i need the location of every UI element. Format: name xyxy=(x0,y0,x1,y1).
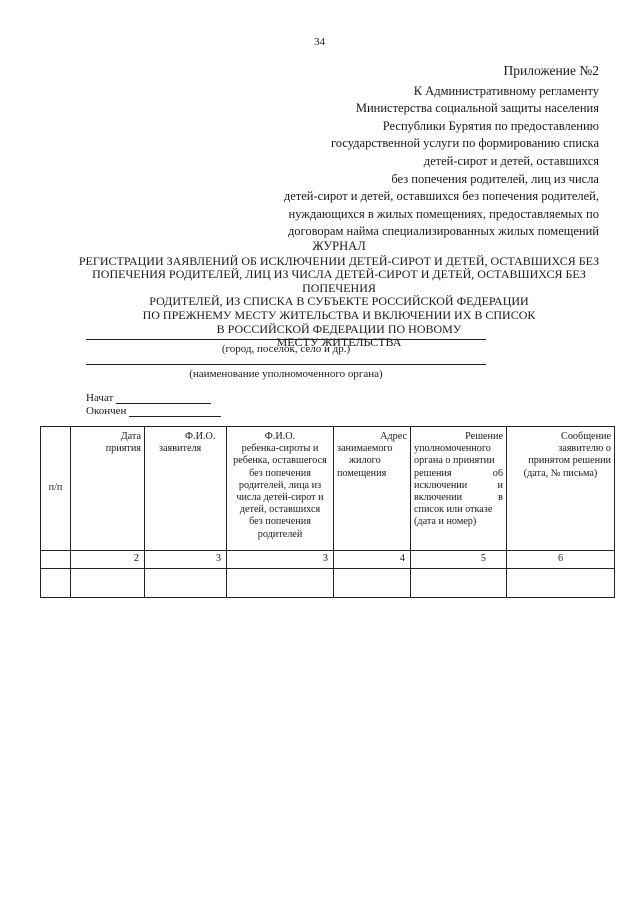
number-cell: 4 xyxy=(334,551,411,569)
table-number-row xyxy=(41,551,615,569)
table-cell xyxy=(227,569,334,598)
number-cell: 6 xyxy=(507,551,615,569)
journal-line: ПО ПРЕЖНЕМУ МЕСТУ ЖИТЕЛЬСТВА И ВКЛЮЧЕНИИ ИХ В СПИСОК xyxy=(142,307,536,322)
number-cell: 3 xyxy=(145,551,227,569)
finished-label: Окончен xyxy=(86,405,127,417)
appendix-line: детей-сирот и детей, оставшихся без попечения родителей, xyxy=(283,189,599,204)
city-caption: (город, поселок, село и др.) xyxy=(221,343,351,355)
number-cell xyxy=(41,551,71,569)
journal-heading xyxy=(78,240,600,350)
started-row xyxy=(86,392,211,404)
table-cell xyxy=(71,569,145,598)
page-number: 34 xyxy=(314,36,325,48)
appendix-block xyxy=(239,62,599,241)
appendix-line: Республики Бурятия по предоставлению xyxy=(382,118,599,133)
header-date: Дата приятия xyxy=(71,427,145,551)
number-cell: 3 xyxy=(227,551,334,569)
header-decision: Решение уполномоченного органа о принятии решения о6 исключении и включении в список или отказе (дата и номер) xyxy=(411,427,507,551)
header-applicant: Ф.И.О. заявителя xyxy=(145,427,227,551)
appendix-line: без попечения родителей, лиц из числа xyxy=(391,171,599,186)
journal-line: РОДИТЕЛЕЙ, ИЗ СПИСКА В СУБЪЕКТЕ РОССИЙСКОЙ ФЕДЕРАЦИИ xyxy=(149,294,529,309)
journal-table xyxy=(40,426,615,598)
journal-line: ПОПЕЧЕНИЯ РОДИТЕЛЕЙ, ЛИЦ ИЗ ЧИСЛА ДЕТЕЙ-СИРОТ И ДЕТЕЙ, ОСТАВШИХСЯ БЕЗ ПОПЕЧЕНИЯ xyxy=(92,267,586,295)
finished-line xyxy=(129,406,221,417)
number-cell: 5 xyxy=(411,551,507,569)
header-address: Адрес занимаемого жилого помещения xyxy=(334,427,411,551)
header-notice: Сообщение заявителю о принятом решении (дата, № письма) xyxy=(507,427,615,551)
started-line xyxy=(116,393,211,404)
appendix-line: нуждающихся в жилых помещениях, предоставляемых по xyxy=(288,206,599,221)
journal-title: ЖУРНАЛ xyxy=(312,239,366,253)
city-fill-line xyxy=(86,339,486,340)
appendix-line: Министерства социальной защиты населения xyxy=(355,101,599,116)
table-cell xyxy=(334,569,411,598)
started-label: Начат xyxy=(86,392,114,404)
appendix-line: государственной услуги по формированию списка xyxy=(330,136,599,151)
header-child: Ф.И.О. ребенка-сироты и ребенка, оставшегося без попечения родителей, лица из числа детей-сирот и детей, оставшихся без попечения родителей xyxy=(227,427,334,551)
appendix-line: детей-сирот и детей, оставшихся xyxy=(423,153,599,168)
appendix-line: К Административному регламенту xyxy=(413,83,599,98)
finished-row xyxy=(86,405,221,417)
table-cell xyxy=(145,569,227,598)
journal-line: РЕГИСТРАЦИИ ЗАЯВЛЕНИЙ ОБ ИСКЛЮЧЕНИИ ДЕТЕЙ-СИРОТ И ДЕТЕЙ, ОСТАВШИХСЯ БЕЗ xyxy=(78,253,600,268)
journal-line: МЕСТУ ЖИТЕЛЬСТВА xyxy=(276,335,402,350)
table-cell xyxy=(41,569,71,598)
table-cell xyxy=(507,569,615,598)
appendix-title: Приложение №2 xyxy=(503,63,599,78)
table-header-row xyxy=(41,427,615,551)
org-caption: (наименование уполномоченного органа) xyxy=(189,368,383,380)
table-cell xyxy=(411,569,507,598)
header-pp: п/п xyxy=(41,427,71,551)
org-fill-line xyxy=(86,364,486,365)
number-cell: 2 xyxy=(71,551,145,569)
appendix-line: договорам найма специализированных жилых помещений xyxy=(287,224,599,239)
journal-line: В РОССИЙСКОЙ ФЕДЕРАЦИИ ПО НОВОМУ xyxy=(216,321,462,336)
table-row xyxy=(41,569,615,598)
